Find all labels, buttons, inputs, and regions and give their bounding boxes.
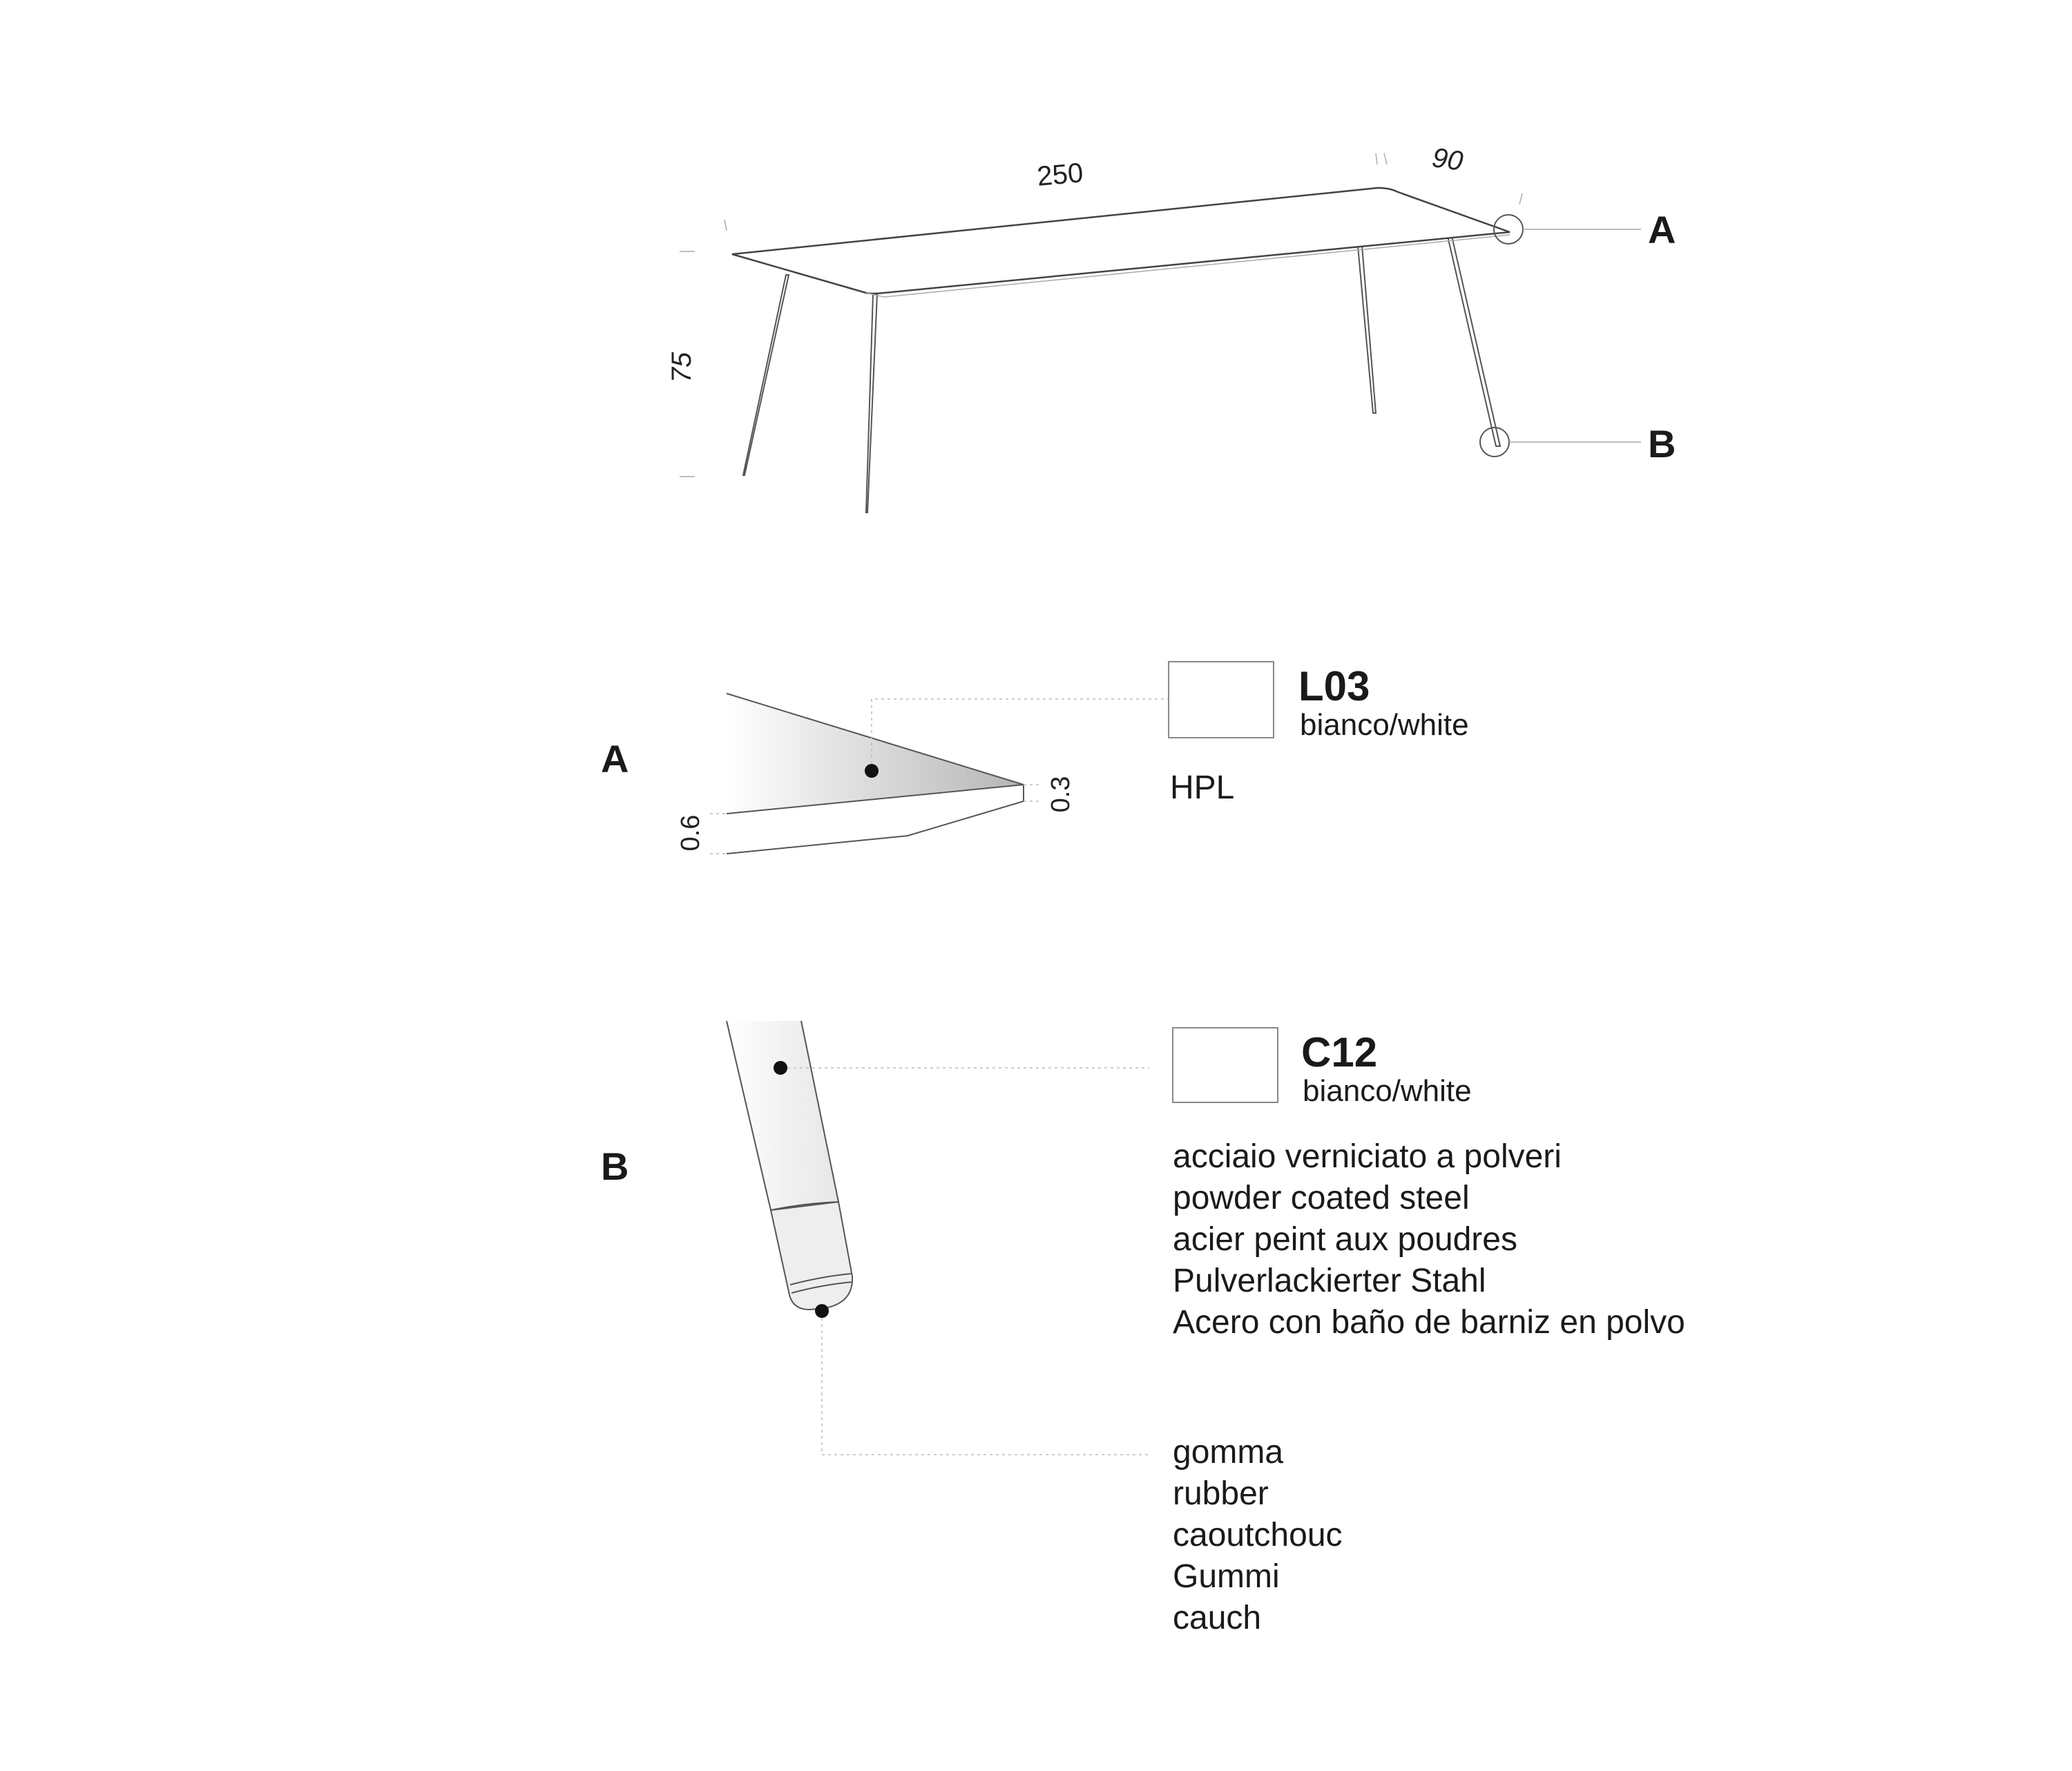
leg-material-line: Acero con baño de barniz en polvo: [1173, 1304, 1685, 1341]
leg-material-line: acciaio verniciato a polveri: [1173, 1138, 1562, 1175]
finish-color: bianco/white: [1300, 708, 1469, 742]
finish-swatch-c12: [1173, 1028, 1278, 1102]
dim-tick: [725, 220, 727, 231]
leg-shaft: [727, 1021, 838, 1210]
foot-leader-line: [822, 1318, 1151, 1455]
leg-material-line: acier peint aux poudres: [1173, 1221, 1517, 1258]
detail-a: [601, 662, 1469, 854]
foot-material-line: cauch: [1173, 1600, 1262, 1636]
leg-back-left: [743, 275, 789, 475]
table-drawing: [666, 142, 1676, 513]
foot-material-line: Gummi: [1173, 1558, 1280, 1595]
dim-tick: [1519, 193, 1522, 204]
foot-material-line: rubber: [1173, 1475, 1269, 1512]
foot-marker-dot: [815, 1304, 829, 1318]
detail-b: [601, 1021, 1685, 1636]
leg-material-line: powder coated steel: [1173, 1180, 1470, 1216]
foot-material-line: caoutchouc: [1173, 1517, 1343, 1553]
leg-back-right: [1358, 246, 1376, 413]
leg-front-right: [1448, 236, 1500, 446]
detail-a-label: A: [601, 737, 629, 781]
finish-code: L03: [1298, 663, 1370, 709]
foot-cap: [771, 1202, 852, 1310]
edge-section: [727, 693, 1024, 814]
depth-dimension: 90: [1430, 142, 1465, 178]
finish-swatch-l03: [1169, 662, 1274, 738]
finish-code: C12: [1301, 1029, 1378, 1075]
length-dimension: 250: [1035, 157, 1085, 192]
leg-material-line: Pulverlackierter Stahl: [1173, 1263, 1486, 1299]
leg-marker-dot: [774, 1061, 787, 1075]
edge-thickness-dimension: 0.3: [1046, 776, 1075, 813]
foot-material-list: [1173, 1434, 1343, 1636]
leg-material-list: [1173, 1138, 1685, 1341]
height-dimension: 75: [666, 352, 697, 383]
dim-tick: [1376, 153, 1377, 164]
material-label: HPL: [1170, 769, 1235, 806]
detail-b-label: B: [601, 1145, 629, 1188]
callout-label-b: B: [1648, 422, 1676, 466]
dim-tick: [1384, 153, 1387, 164]
leg-front-left: [866, 294, 877, 513]
foot-material-line: gomma: [1173, 1434, 1284, 1471]
callout-label-a: A: [1648, 208, 1676, 251]
table-top: [732, 188, 1510, 294]
top-thickness-dimension: 0.6: [676, 814, 705, 852]
marker-dot: [865, 764, 879, 778]
finish-color: bianco/white: [1303, 1074, 1472, 1108]
